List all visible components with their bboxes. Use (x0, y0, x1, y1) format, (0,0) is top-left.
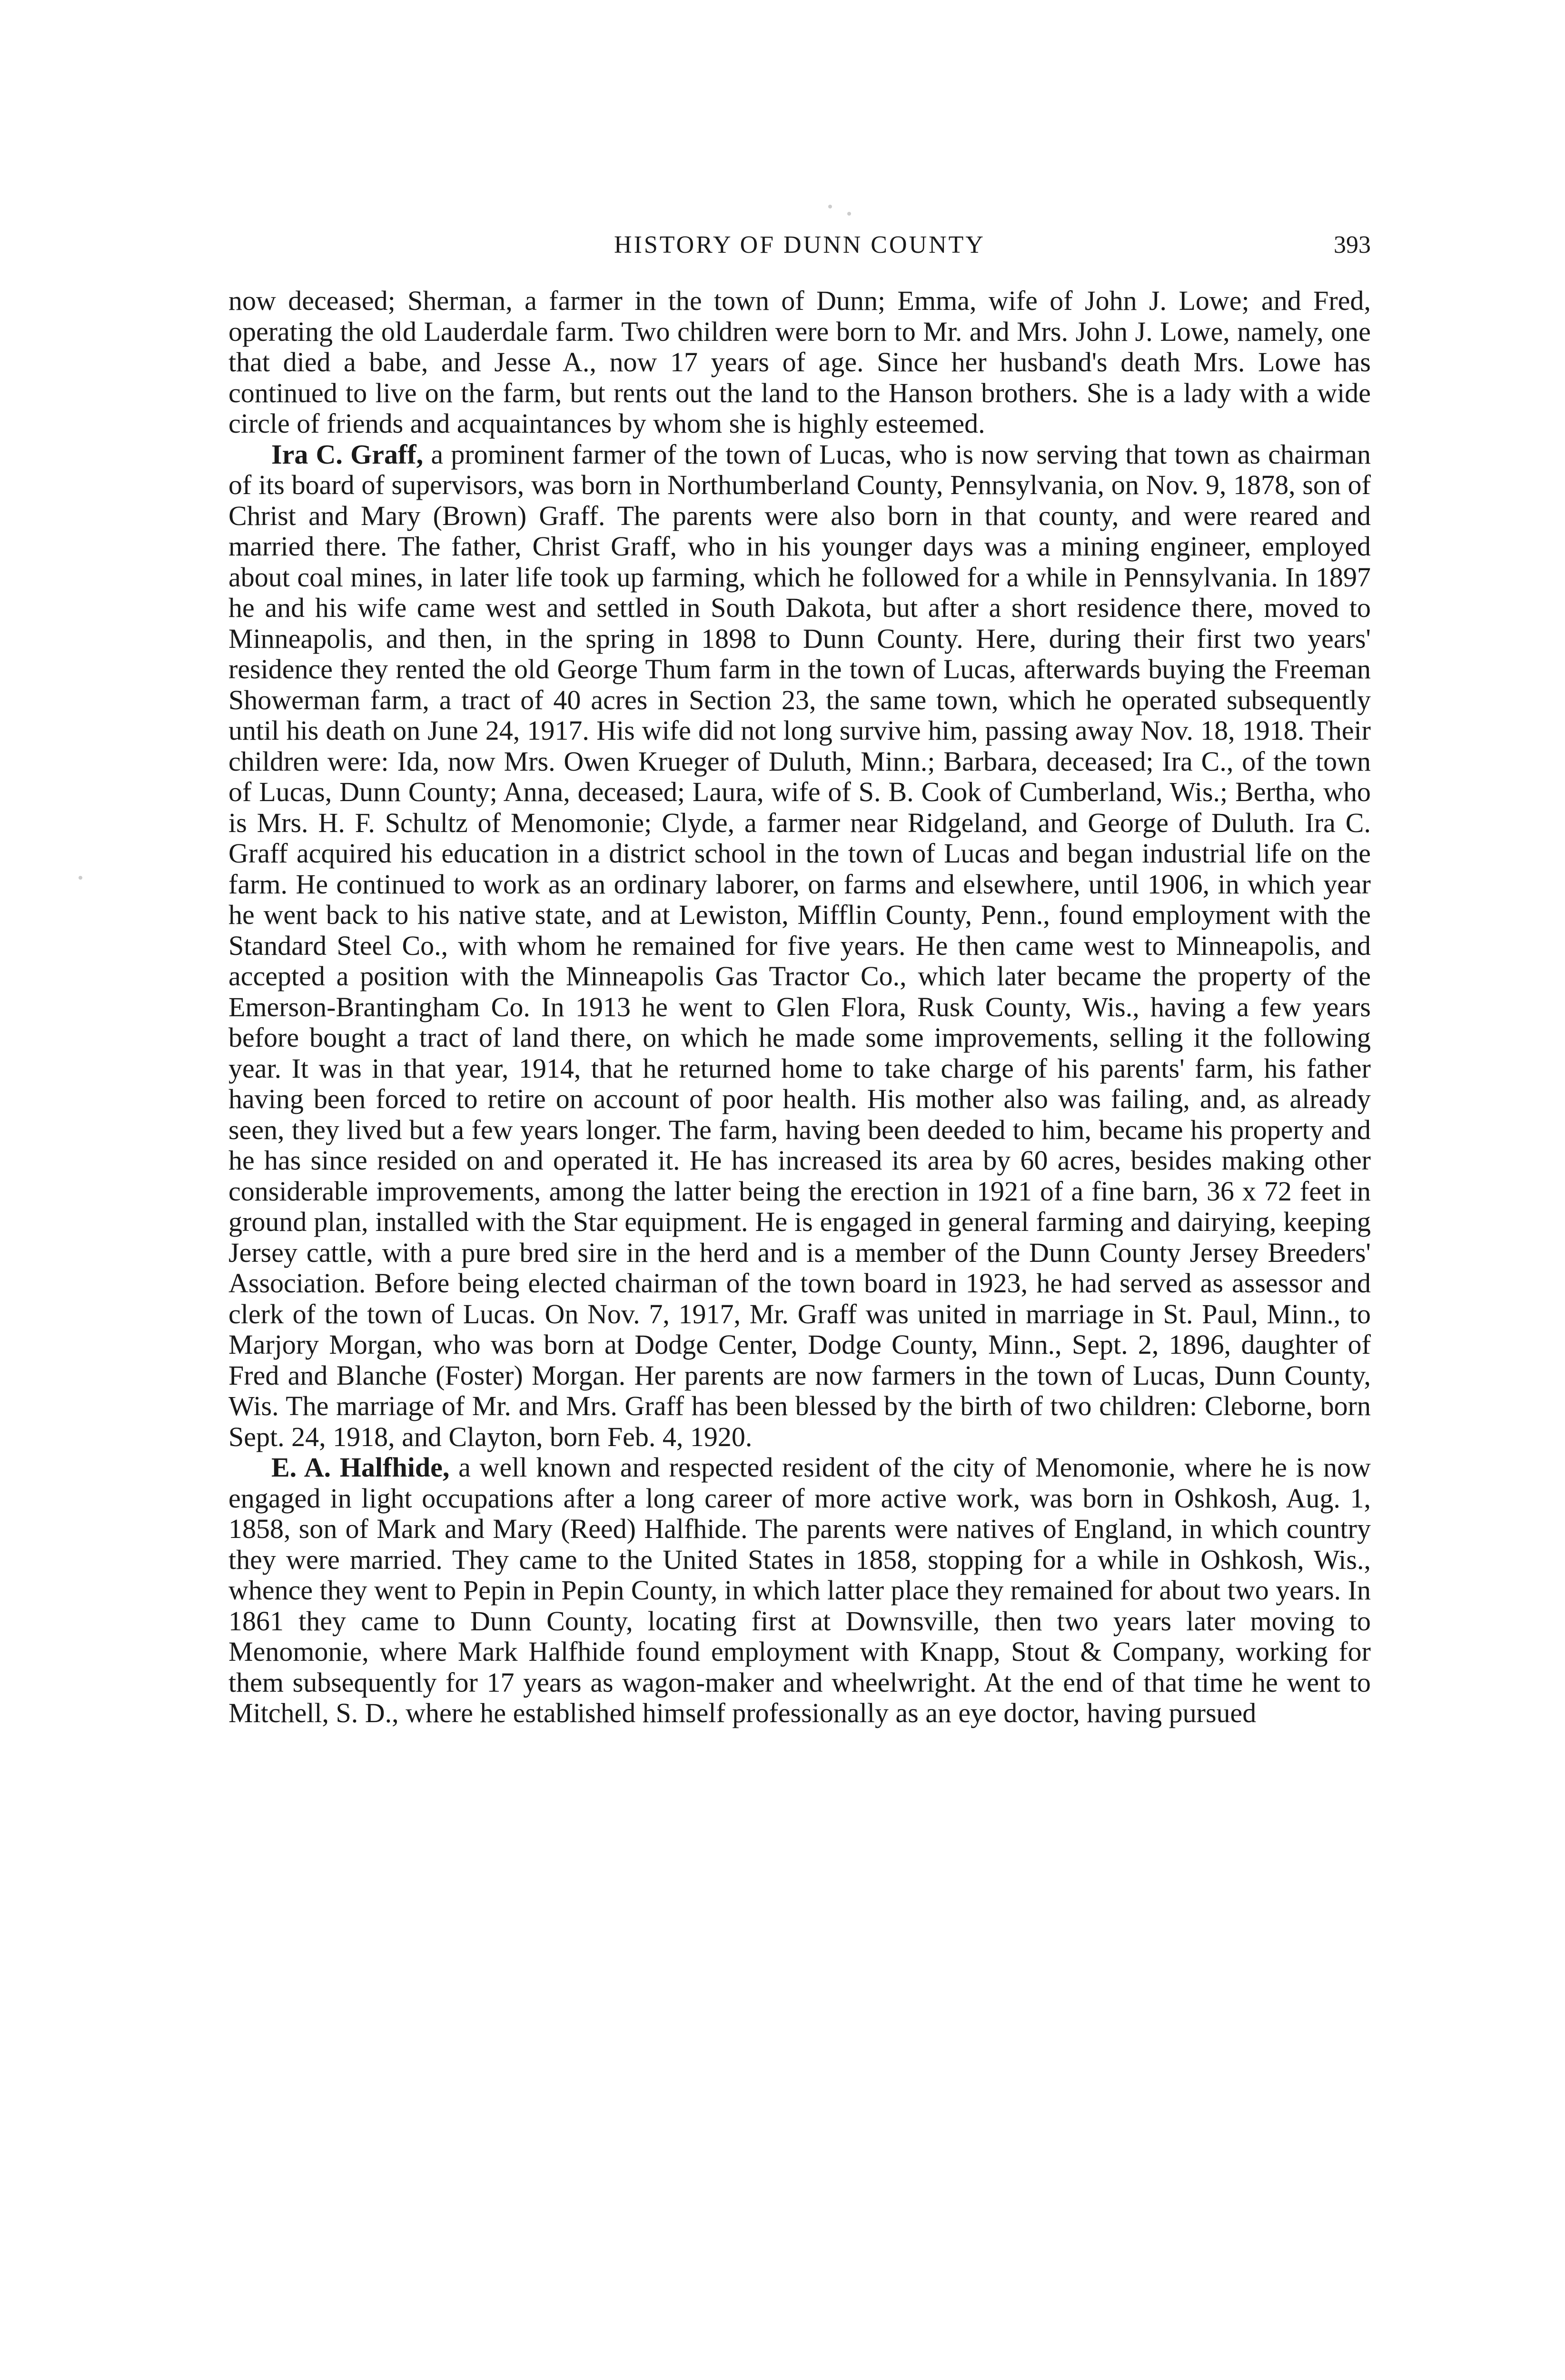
running-head: HISTORY OF DUNN COUNTY (614, 231, 985, 258)
paragraph-text: a prominent farmer of the town of Lucas, who is now serving that town as chairman of its board of supervisors, was born in Northumberland County, Pennsylvania, on Nov. 9, 1878, son of Christ and Mary (Brown) Graff. The parents were also born in that county, and were reared and married there. The father, Christ Graff, who in his younger days was a mining engineer, employed about coal mines, in later life took up farming, which he followed for a while in Pennsylvania. In 1897 he and his wife came west and settled in South Dakota, but after a short residence there, moved to Minneapolis, and then, in the spring in 1898 to Dunn County. Here, during their first two years' residence they rented the old George Thum farm in the town of Lucas, afterwards buying the Freeman Showerman farm, a tract of 40 acres in Section 23, the same town, which he operated subsequently until his death on June 24, 1917. His wife did not long survive him, passing away Nov. 18, 1918. Their children were: Ida, now Mrs. Owen Krueger of Duluth, Minn.; Barbara, deceased; Ira C., of the town of Lucas, Dunn County; Anna, deceased; Laura, wife of S. B. Cook of Cumberland, Wis.; Bertha, who is Mrs. H. F. Schultz of Menomonie; Clyde, a farmer near Ridgeland, and George of Duluth. Ira C. Graff acquired his education in a district school in the town of Lucas and began industrial life on the farm. He continued to work as an ordinary laborer, on farms and elsewhere, until 1906, in which year he went back to his native state, and at Lewiston, Mifflin County, Penn., found employment with the Standard Steel Co., with whom he remained for five years. He then came west to Minneapolis, and accepted a position with the Minneapolis Gas Tractor Co., which later became the property of the Emerson-Brantingham Co. In 1913 he went to Glen Flora, Rusk County, Wis., having a few years before bought a tract of land there, on which he made some improvements, selling it the following year. It was in that year, 1914, that he returned home to take charge of his parents' farm, his father having been forced to retire on account of poor health. His mother also was failing, and, as already seen, they lived but a few years longer. The farm, having been deeded to him, became his property and he has since resided on and operated it. He has increased its area by 60 acres, besides making other considerable improvements, among the latter being the erection in 1921 of a fine barn, 36 x 72 feet in ground plan, installed with the Star equipment. He is engaged in general farming and dairying, keeping Jersey cattle, with a pure bred sire in the herd and is a member of the Dunn County Jersey Breeders' Association. Before being elected chairman of the town board in 1923, he had served as assessor and clerk of the town of Lucas. On Nov. 7, 1917, Mr. Graff was united in marriage in St. Paul, Minn., to Marjory Morgan, who was born at Dodge Center, Dodge County, Minn., Sept. 2, 1896, daughter of Fred and Blanche (Foster) Morgan. Her parents are now farmers in the town of Lucas, Dunn County, Wis. The marriage of Mr. and Mrs. Graff has been blessed by the birth of two children: Cleborne, born Sept. 24, 1918, and Clayton, born Feb. 4, 1920. (228, 438, 1371, 1452)
biography-name: Ira C. Graff, (271, 438, 424, 470)
scan-speck (847, 212, 851, 216)
body-text (228, 286, 1371, 1729)
page-header (228, 231, 1371, 274)
page-number: 393 (1334, 231, 1371, 258)
biography-name: E. A. Halfhide, (271, 1452, 450, 1483)
paragraph-ira-c-graff (228, 439, 1371, 1453)
scan-speck (79, 876, 82, 880)
paragraph-text: a well known and respected resident of the city of Menomonie, where he is now engaged in light occupations after a long career of more active work, was born in Oshkosh, Aug. 1, 1858, son of Mark and Mary (Reed) Halfhide. The parents were natives of England, in which country they were married. They came to the United States in 1858, stopping for a while in Oshkosh, Wis., whence they went to Pepin in Pepin County, in which latter place they remained for about two years. In 1861 they came to Dunn County, locating first at Downsville, then two years later moving to Menomonie, where Mark Halfhide found employment with Knapp, Stout & Company, working for them subsequently for 17 years as wagon-maker and wheelwright. At the end of that time he went to Mitchell, S. D., where he established himself professionally as an eye doctor, having pursued (228, 1452, 1371, 1728)
paragraph-continuation (228, 286, 1371, 439)
paragraph-e-a-halfhide (228, 1452, 1371, 1729)
paragraph-text: now deceased; Sherman, a farmer in the town of Dunn; Emma, wife of John J. Lowe; and Fred, operating the old Lauderdale farm. Two children were born to Mr. and Mrs. John J. Lowe, namely, one that died a babe, and Jesse A., now 17 years of age. Since her husband's death Mrs. Lowe has continued to live on the farm, but rents out the land to the Hanson brothers. She is a lady with a wide circle of friends and acquaintances by whom she is highly esteemed. (228, 285, 1371, 439)
scan-speck (828, 205, 832, 208)
